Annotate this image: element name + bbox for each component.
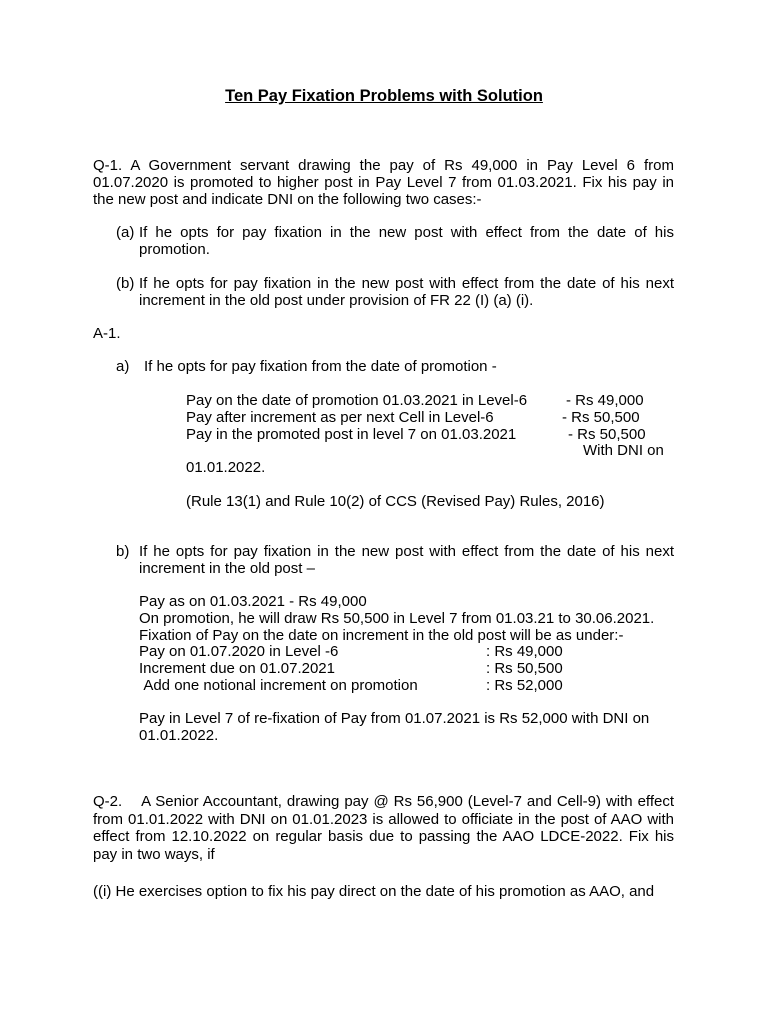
a1-a-rule-reference: (Rule 13(1) and Rule 10(2) of CCS (Revised Pay) Rules, 2016) bbox=[186, 493, 605, 510]
a1-a-dni-line: With DNI on bbox=[583, 442, 664, 459]
a1-b-row-desc: Increment due on 01.07.2021 bbox=[139, 660, 335, 677]
a1-a-row-desc: Pay after increment as per next Cell in Level-6 bbox=[186, 409, 494, 426]
a1-part-a-text: If he opts for pay fixation from the date of promotion - bbox=[144, 358, 497, 375]
a1-a-dni-date: 01.01.2022. bbox=[186, 459, 266, 476]
a1-a-row-desc: Pay in the promoted post in level 7 on 01.03.2021 bbox=[186, 426, 517, 443]
a1-a-row-value: - Rs 49,000 bbox=[566, 392, 644, 409]
a1-b-on-promotion: On promotion, he will draw Rs 50,500 in Level 7 from 01.03.21 to 30.06.2021. bbox=[139, 610, 655, 627]
a1-b-conclusion: Pay in Level 7 of re-fixation of Pay from 01.07.2021 is Rs 52,000 with DNI on 01.01.2022. bbox=[139, 710, 650, 744]
q1-option-b-text: If he opts for pay fixation in the new post with effect from the date of his next increment in the old post under provision of FR 22 (I) (a) (i). bbox=[139, 275, 674, 309]
question-2-text: Q-2. A Senior Accountant, drawing pay @ Rs 56,900 (Level-7 and Cell-9) with effect from 01.01.2022 with DNI on 01.01.2023 is allowed to officiate in the post of AAO with effect from 12.10.2022 on regular basis due to passing the AAO LDCE-2022. Fix his pay in two ways, if bbox=[93, 793, 679, 863]
answer-1-heading: A-1. bbox=[93, 325, 121, 342]
a1-b-fixation-intro: Fixation of Pay on the date on increment in the old post will be as under:- bbox=[139, 627, 624, 644]
a1-b-row-value: : Rs 50,500 bbox=[486, 660, 563, 677]
a1-a-row-value: - Rs 50,500 bbox=[568, 426, 646, 443]
a1-a-row-desc: Pay on the date of promotion 01.03.2021 in Level-6 bbox=[186, 392, 528, 409]
a1-b-pay-as-on: Pay as on 01.03.2021 - Rs 49,000 bbox=[139, 593, 367, 610]
a1-part-b-text: If he opts for pay fixation in the new post with effect from the date of his next increment in the old post – bbox=[139, 543, 674, 577]
a1-part-b-label: b) bbox=[116, 543, 130, 560]
q2-option-i: ((i) He exercises option to fix his pay direct on the date of his promotion as AAO, and bbox=[93, 883, 655, 900]
a1-b-row-desc: Pay on 01.07.2020 in Level -6 bbox=[139, 643, 339, 660]
question-1-text: Q-1. A Government servant drawing the pay of Rs 49,000 in Pay Level 6 from 01.07.2020 is promoted to higher post in Pay Level 7 from 01.03.2021. Fix his pay in the new post and indicate DNI on the following two cases:- bbox=[93, 157, 674, 208]
a1-part-a-label: a) bbox=[116, 358, 130, 375]
a1-b-row-value: : Rs 49,000 bbox=[486, 643, 563, 660]
q1-option-b-label: (b) bbox=[116, 275, 135, 292]
a1-b-row-value: : Rs 52,000 bbox=[486, 677, 563, 694]
q1-option-a-label: (a) bbox=[116, 224, 135, 241]
q1-option-a-text: If he opts for pay fixation in the new post with effect from the date of his promotion. bbox=[139, 224, 674, 258]
page-title: Ten Pay Fixation Problems with Solution bbox=[225, 87, 543, 105]
a1-a-row-value: - Rs 50,500 bbox=[562, 409, 640, 426]
a1-b-row-desc: Add one notional increment on promotion bbox=[140, 677, 418, 694]
